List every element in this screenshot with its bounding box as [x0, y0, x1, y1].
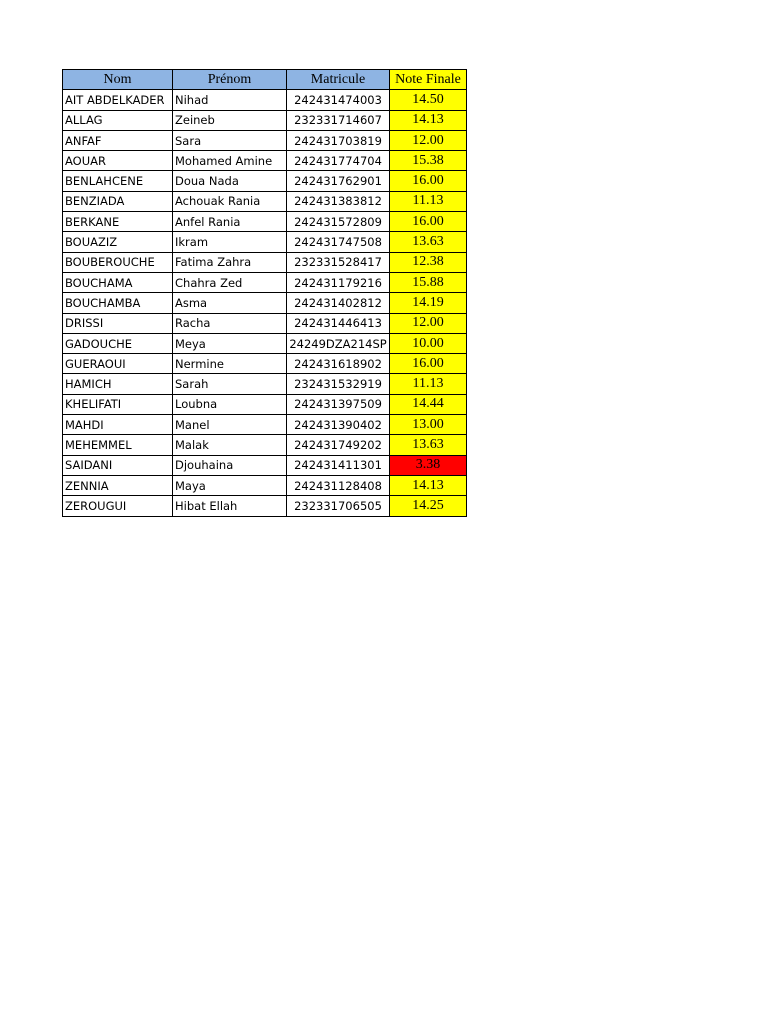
cell-note-finale[interactable]: 16.00: [390, 171, 467, 191]
table-row: [63, 151, 467, 171]
cell-note-finale[interactable]: 14.13: [390, 110, 467, 130]
cell-matricule[interactable]: 242431762901: [287, 171, 390, 191]
cell-note-finale[interactable]: 14.19: [390, 293, 467, 313]
cell-nom[interactable]: KHELIFATI: [63, 394, 173, 414]
cell-nom[interactable]: AOUAR: [63, 151, 173, 171]
table-row: [63, 272, 467, 292]
cell-prenom[interactable]: Nihad: [173, 90, 287, 110]
cell-matricule[interactable]: 242431411301: [287, 455, 390, 475]
cell-nom[interactable]: DRISSI: [63, 313, 173, 333]
cell-matricule[interactable]: 242431747508: [287, 232, 390, 252]
cell-note-finale[interactable]: 15.88: [390, 272, 467, 292]
cell-note-finale[interactable]: 14.44: [390, 394, 467, 414]
cell-nom[interactable]: SAIDANI: [63, 455, 173, 475]
table-body: [63, 90, 467, 516]
table-row: [63, 333, 467, 353]
header-nom[interactable]: Nom: [63, 70, 173, 90]
table-row: [63, 252, 467, 272]
cell-prenom[interactable]: Hibat Ellah: [173, 496, 287, 516]
cell-matricule[interactable]: 232331714607: [287, 110, 390, 130]
cell-matricule[interactable]: 242431383812: [287, 191, 390, 211]
cell-prenom[interactable]: Maya: [173, 475, 287, 495]
table-row: [63, 130, 467, 150]
table-row: [63, 496, 467, 516]
cell-prenom[interactable]: Fatima Zahra: [173, 252, 287, 272]
cell-nom[interactable]: GADOUCHE: [63, 333, 173, 353]
cell-note-finale[interactable]: 13.63: [390, 232, 467, 252]
cell-nom[interactable]: BOUAZIZ: [63, 232, 173, 252]
cell-nom[interactable]: AIT ABDELKADER: [63, 90, 173, 110]
table-row: [63, 293, 467, 313]
cell-note-finale[interactable]: 16.00: [390, 212, 467, 232]
cell-matricule[interactable]: 232331706505: [287, 496, 390, 516]
cell-prenom[interactable]: Asma: [173, 293, 287, 313]
cell-matricule[interactable]: 232331528417: [287, 252, 390, 272]
cell-matricule[interactable]: 242431446413: [287, 313, 390, 333]
cell-matricule[interactable]: 242431179216: [287, 272, 390, 292]
cell-prenom[interactable]: Anfel Rania: [173, 212, 287, 232]
cell-prenom[interactable]: Loubna: [173, 394, 287, 414]
cell-note-finale[interactable]: 11.13: [390, 191, 467, 211]
cell-matricule[interactable]: 242431474003: [287, 90, 390, 110]
cell-note-finale[interactable]: 12.00: [390, 313, 467, 333]
cell-nom[interactable]: ANFAF: [63, 130, 173, 150]
cell-prenom[interactable]: Chahra Zed: [173, 272, 287, 292]
header-prenom[interactable]: Prénom: [173, 70, 287, 90]
cell-note-finale[interactable]: 12.38: [390, 252, 467, 272]
cell-matricule[interactable]: 242431703819: [287, 130, 390, 150]
cell-prenom[interactable]: Malak: [173, 435, 287, 455]
cell-prenom[interactable]: Zeineb: [173, 110, 287, 130]
cell-note-finale[interactable]: 10.00: [390, 333, 467, 353]
cell-nom[interactable]: BOUBEROUCHE: [63, 252, 173, 272]
table-row: [63, 415, 467, 435]
cell-prenom[interactable]: Nermine: [173, 354, 287, 374]
table-row: [63, 212, 467, 232]
grades-table: [62, 69, 467, 517]
cell-matricule[interactable]: 242431390402: [287, 415, 390, 435]
cell-prenom[interactable]: Achouak Rania: [173, 191, 287, 211]
table-row: [63, 90, 467, 110]
cell-matricule[interactable]: 242431774704: [287, 151, 390, 171]
cell-nom[interactable]: GUERAOUI: [63, 354, 173, 374]
cell-prenom[interactable]: Djouhaina: [173, 455, 287, 475]
cell-matricule[interactable]: 242431618902: [287, 354, 390, 374]
cell-note-finale[interactable]: 14.13: [390, 475, 467, 495]
cell-nom[interactable]: BENLAHCENE: [63, 171, 173, 191]
header-note-finale[interactable]: Note Finale: [390, 70, 467, 90]
table-row: [63, 394, 467, 414]
cell-note-finale[interactable]: 3.38: [390, 455, 467, 475]
cell-note-finale[interactable]: 14.50: [390, 90, 467, 110]
cell-prenom[interactable]: Meya: [173, 333, 287, 353]
table-row: [63, 313, 467, 333]
cell-nom[interactable]: ALLAG: [63, 110, 173, 130]
cell-prenom[interactable]: Sara: [173, 130, 287, 150]
cell-note-finale[interactable]: 13.63: [390, 435, 467, 455]
table-row: [63, 171, 467, 191]
cell-nom[interactable]: BOUCHAMBA: [63, 293, 173, 313]
cell-nom[interactable]: BENZIADA: [63, 191, 173, 211]
cell-prenom[interactable]: Racha: [173, 313, 287, 333]
table-row: [63, 435, 467, 455]
cell-nom[interactable]: BOUCHAMA: [63, 272, 173, 292]
table-row: [63, 191, 467, 211]
cell-prenom[interactable]: Ikram: [173, 232, 287, 252]
cell-nom[interactable]: ZENNIA: [63, 475, 173, 495]
cell-nom[interactable]: MEHEMMEL: [63, 435, 173, 455]
table-row: [63, 455, 467, 475]
cell-note-finale[interactable]: 12.00: [390, 130, 467, 150]
cell-note-finale[interactable]: 15.38: [390, 151, 467, 171]
cell-prenom[interactable]: Doua Nada: [173, 171, 287, 191]
cell-nom[interactable]: MAHDI: [63, 415, 173, 435]
cell-nom[interactable]: HAMICH: [63, 374, 173, 394]
header-row: [63, 70, 467, 90]
table-row: [63, 354, 467, 374]
table-row: [63, 232, 467, 252]
cell-matricule[interactable]: 232431532919: [287, 374, 390, 394]
table-row: [63, 374, 467, 394]
cell-matricule[interactable]: 242431397509: [287, 394, 390, 414]
cell-nom[interactable]: BERKANE: [63, 212, 173, 232]
cell-note-finale[interactable]: 13.00: [390, 415, 467, 435]
header-matricule[interactable]: Matricule: [287, 70, 390, 90]
cell-matricule[interactable]: 242431402812: [287, 293, 390, 313]
cell-matricule[interactable]: 24249DZA214SP: [287, 333, 390, 353]
cell-note-finale[interactable]: 14.25: [390, 496, 467, 516]
cell-matricule[interactable]: 242431128408: [287, 475, 390, 495]
cell-prenom[interactable]: Mohamed Amine: [173, 151, 287, 171]
cell-matricule[interactable]: 242431572809: [287, 212, 390, 232]
table-row: [63, 475, 467, 495]
cell-matricule[interactable]: 242431749202: [287, 435, 390, 455]
cell-prenom[interactable]: Sarah: [173, 374, 287, 394]
cell-note-finale[interactable]: 11.13: [390, 374, 467, 394]
cell-prenom[interactable]: Manel: [173, 415, 287, 435]
cell-nom[interactable]: ZEROUGUI: [63, 496, 173, 516]
table-row: [63, 110, 467, 130]
cell-note-finale[interactable]: 16.00: [390, 354, 467, 374]
